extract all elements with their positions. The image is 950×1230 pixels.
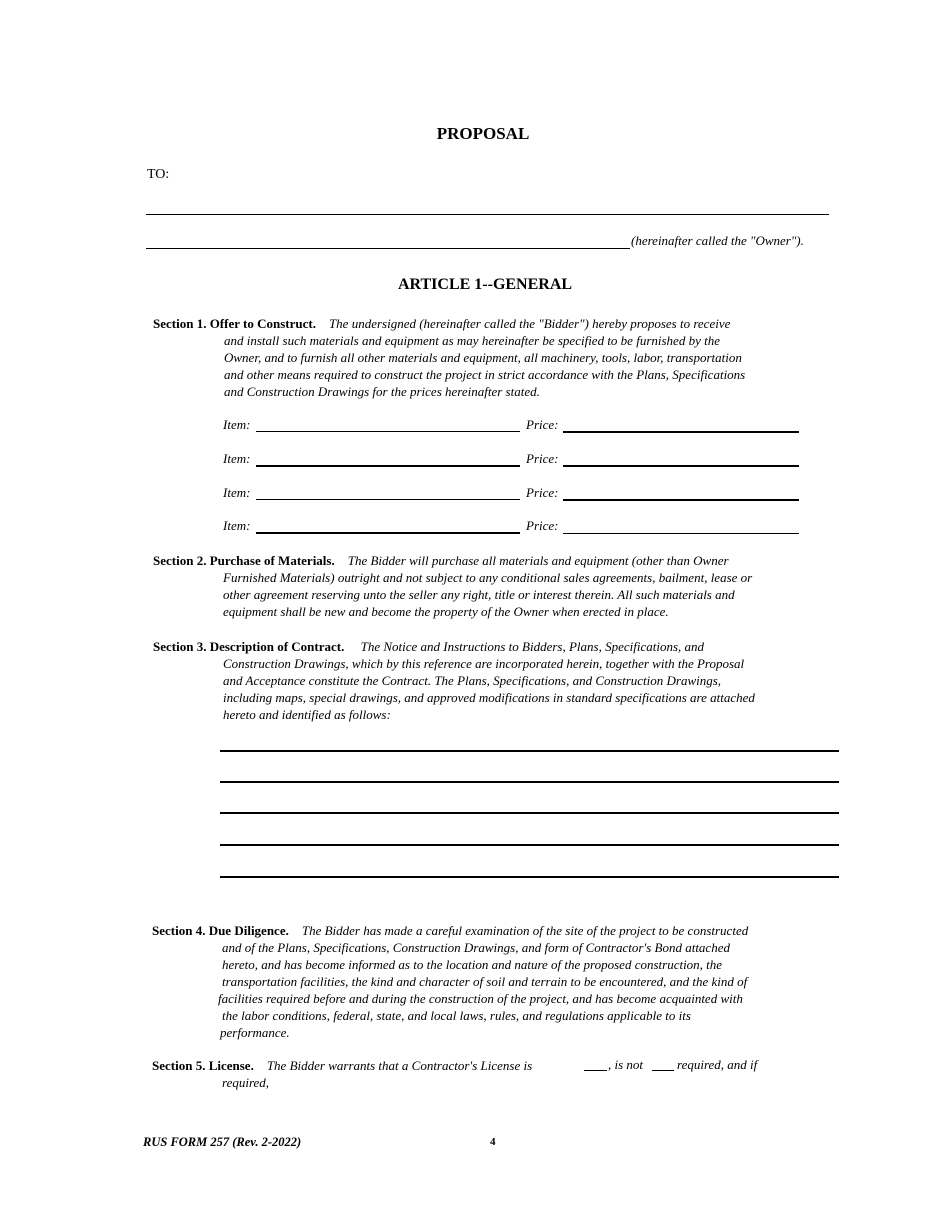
item-field[interactable] [256, 499, 520, 500]
section-1-line: and other means required to construct the project in strict accordance with the Plans, Specifications [224, 367, 746, 382]
section-1-line: and Construction Drawings for the prices hereinafter stated. [224, 384, 540, 399]
section-1-line: Owner, and to furnish all other materials and equipment, all machinery, tools, labor, transportation [224, 350, 742, 365]
section-3-line: The Notice and Instructions to Bidders, Plans, Specifications, and [360, 639, 704, 654]
section-3-line: hereto and identified as follows: [223, 707, 391, 722]
page-number: 4 [490, 1136, 496, 1148]
section-4-line: and of the Plans, Specifications, Construction Drawings, and form of Contractor's Bond attached [222, 940, 730, 955]
section-3-line: Construction Drawings, which by this reference are incorporated herein, together with the Proposal [223, 656, 745, 671]
section-1-line: The undersigned (hereinafter called the "Bidder") hereby proposes to receive [328, 316, 731, 331]
section-5-line: The Bidder warrants that a Contractor's License is [266, 1058, 533, 1073]
section-1 [153, 315, 745, 400]
section-2-heading: Section 2. Purchase of Materials. [153, 553, 335, 568]
section-1-heading: Section 1. Offer to Construct. [153, 316, 316, 331]
section-4-line: The Bidder has made a careful examination of the site of the project to be constructed [301, 923, 749, 938]
page-title: PROPOSAL [436, 124, 530, 143]
is-not-text: , is not [608, 1057, 644, 1072]
identification-line[interactable] [220, 812, 839, 814]
item-field[interactable] [256, 532, 520, 534]
to-label: TO: [147, 167, 170, 182]
section-3-line: including maps, special drawings, and approved modifications in standard specifications are attached [223, 690, 755, 705]
price-label: Price: [526, 485, 559, 500]
form-number: RUS FORM 257 (Rev. 2-2022) [143, 1135, 302, 1149]
section-4-line: transportation facilities, the kind and character of soil and terrain to be encountered, and the kind of [222, 974, 748, 989]
identification-line[interactable] [220, 876, 839, 878]
section-5-heading: Section 5. License. [152, 1058, 254, 1073]
price-field[interactable] [563, 533, 799, 534]
section-3 [153, 638, 755, 723]
section-2-line: other agreement reserving unto the seller any right, title or interest therein. All such materials and [223, 587, 735, 602]
license-required-blank[interactable] [584, 1070, 607, 1071]
required-if-text: required, and if [677, 1057, 758, 1072]
section-4-heading: Section 4. Due Diligence. [152, 923, 289, 938]
license-not-required-blank[interactable] [652, 1070, 674, 1071]
identification-line[interactable] [220, 844, 839, 846]
item-label: Item: [223, 485, 251, 500]
section-4-line: performance. [220, 1025, 290, 1040]
section-5-line: required, [222, 1075, 270, 1090]
item-field[interactable] [256, 431, 520, 432]
identification-line[interactable] [220, 781, 839, 783]
section-4 [152, 922, 748, 1041]
section-3-heading: Section 3. Description of Contract. [153, 639, 345, 654]
item-label: Item: [223, 417, 251, 432]
price-label: Price: [526, 518, 559, 533]
section-2-line: The Bidder will purchase all materials and equipment (other than Owner [347, 553, 729, 568]
item-field[interactable] [256, 465, 520, 467]
item-label: Item: [223, 451, 251, 466]
item-label: Item: [223, 518, 251, 533]
section-2-line: Furnished Materials) outright and not subject to any conditional sales agreements, bailment, lease or [223, 570, 753, 585]
section-4-line: facilities required before and during the construction of the project, and has become acquainted with [218, 991, 743, 1006]
price-label: Price: [526, 417, 559, 432]
section-2-line: equipment shall be new and become the property of the Owner when erected in place. [223, 604, 669, 619]
owner-name-line[interactable] [146, 248, 630, 249]
price-field[interactable] [563, 499, 799, 501]
section-2 [153, 552, 752, 620]
section-5 [152, 1057, 532, 1091]
price-label: Price: [526, 451, 559, 466]
section-3-line: and Acceptance constitute the Contract. The Plans, Specifications, and Construction Drawings, [223, 673, 722, 688]
section-4-line: hereto, and has become informed as to the location and nature of the proposed construction, the [222, 957, 723, 972]
to-address-line[interactable] [146, 214, 829, 215]
owner-note: (hereinafter called the "Owner"). [631, 233, 804, 248]
identification-line[interactable] [220, 750, 839, 752]
price-field[interactable] [563, 465, 799, 467]
section-4-line: the labor conditions, federal, state, and local laws, rules, and regulations applicable to its [222, 1008, 691, 1023]
article-title: ARTICLE 1--GENERAL [397, 276, 573, 293]
section-1-line: and install such materials and equipment as may hereinafter be specified to be furnished by the [224, 333, 720, 348]
price-field[interactable] [563, 431, 799, 433]
